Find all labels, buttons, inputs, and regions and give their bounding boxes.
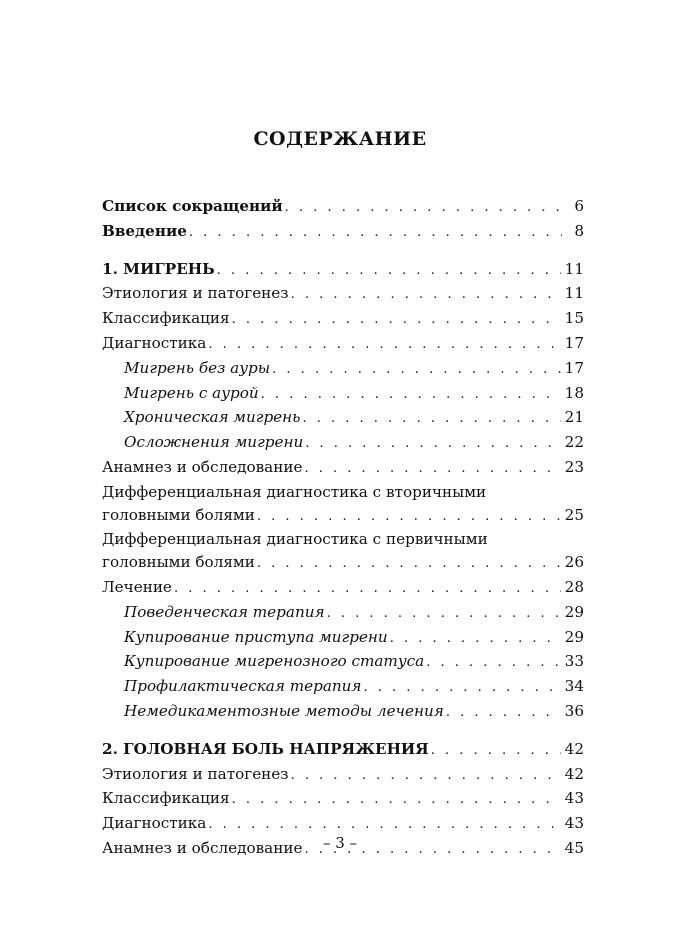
toc-entry [102, 332, 584, 357]
toc-entry-text: 2. ГОЛОВНАЯ БОЛЬ НАПРЯЖЕНИЯ [102, 739, 429, 758]
toc-entry-text: Введение [102, 221, 187, 240]
toc-entry-text: Классификация [102, 309, 230, 328]
toc-entry-text: Купирование приступа мигрени [124, 627, 388, 646]
toc-entry [102, 763, 584, 788]
toc-leader-dots [302, 408, 560, 431]
toc-page-number: 33 [564, 652, 584, 671]
toc-entry-text: Классификация [102, 789, 230, 808]
toc-entry-text: Купирование мигренозного статуса [124, 652, 425, 671]
toc-page-number: 11 [564, 259, 584, 278]
toc-chapter-tension-headache [102, 738, 584, 763]
page-number-footer: – 3 – [322, 834, 358, 852]
table-of-contents [102, 195, 584, 862]
section-gap [102, 245, 584, 258]
toc-entry [102, 456, 584, 481]
toc-leader-dots [257, 553, 561, 576]
toc-subentry [102, 650, 584, 675]
toc-subentry [102, 675, 584, 700]
toc-page-number: 22 [564, 433, 584, 452]
toc-entry [102, 307, 584, 332]
toc-entry-text: Немедикаментозные методы лечения [124, 701, 444, 720]
toc-page-number: 23 [564, 457, 584, 476]
toc-page-number: 11 [564, 284, 584, 303]
toc-entry-text: головными болями [102, 553, 255, 572]
toc-leader-dots [232, 309, 561, 332]
toc-chapter-migraine [102, 258, 584, 283]
toc-entry-text: 1. МИГРЕНЬ [102, 259, 215, 278]
toc-entry-text: Хроническая мигрень [124, 408, 301, 427]
toc-entry [102, 282, 584, 307]
toc-entry-text: Лечение [102, 577, 172, 596]
toc-subentry [102, 406, 584, 431]
toc-page-number: 29 [564, 627, 584, 646]
toc-leader-dots [431, 740, 561, 763]
toc-page-number: 8 [574, 221, 584, 240]
toc-entry-text-line1: Дифференциальная диагностика с вторичными [102, 482, 487, 501]
toc-entry [102, 551, 584, 576]
toc-page-number: 18 [564, 383, 584, 402]
toc-leader-dots [291, 765, 561, 788]
toc-leader-dots [257, 506, 561, 529]
toc-subentry [102, 431, 584, 456]
toc-page-number: 25 [564, 505, 584, 524]
toc-entry-text: Диагностика [102, 814, 207, 833]
toc-page-number: 29 [564, 602, 584, 621]
toc-subentry [102, 357, 584, 382]
toc-entry-text: Поведенческая терапия [124, 602, 325, 621]
toc-entry-abbreviations [102, 195, 584, 220]
toc-entry-text: Анамнез и обследование [102, 838, 303, 857]
toc-entry-text: Этиология и патогенез [102, 284, 289, 303]
toc-page-number: 36 [564, 701, 584, 720]
toc-leader-dots [272, 359, 561, 382]
toc-leader-dots [291, 284, 561, 307]
toc-entry-text: Анамнез и обследование [102, 457, 303, 476]
toc-leader-dots [189, 222, 562, 245]
toc-leader-dots [426, 652, 560, 675]
toc-leader-dots [305, 433, 560, 456]
toc-page-number: 15 [564, 309, 584, 328]
toc-entry-text-line1: Дифференциальная диагностика с первичными [102, 530, 488, 549]
toc-entry-text: Осложнения мигрени [124, 433, 304, 452]
toc-leader-dots [217, 260, 561, 283]
toc-page-number: 17 [564, 358, 584, 377]
toc-page-number: 42 [564, 739, 584, 758]
toc-entry-introduction [102, 220, 584, 245]
toc-entry [102, 787, 584, 812]
toc-page-number: 17 [564, 333, 584, 352]
toc-leader-dots [208, 334, 560, 357]
toc-subentry [102, 601, 584, 626]
toc-subentry [102, 382, 584, 407]
toc-leader-dots [174, 578, 561, 601]
toc-leader-dots [261, 384, 561, 407]
toc-entry-text: Этиология и патогенез [102, 764, 289, 783]
toc-page-number: 21 [564, 408, 584, 427]
toc-page-number: 6 [574, 197, 584, 215]
toc-entry-text: Список сокращений [102, 197, 283, 215]
toc-subentry [102, 626, 584, 651]
toc-entry [102, 576, 584, 601]
toc-leader-dots [327, 603, 561, 626]
section-gap [102, 725, 584, 738]
toc-leader-dots [390, 628, 561, 651]
toc-page-number: 43 [564, 814, 584, 833]
toc-page-number: 26 [564, 553, 584, 572]
toc-leader-dots [232, 789, 561, 812]
toc-leader-dots [304, 458, 560, 481]
toc-entry-text: Диагностика [102, 333, 207, 352]
toc-leader-dots [285, 197, 562, 220]
toc-leader-dots [364, 677, 561, 700]
toc-entry-text: головными болями [102, 505, 255, 524]
toc-subentry [102, 700, 584, 725]
toc-entry-text: Мигрень с аурой [124, 383, 259, 402]
toc-leader-dots [446, 702, 561, 725]
toc-page-number: 42 [564, 764, 584, 783]
toc-entry-text: Профилактическая терапия [124, 677, 362, 696]
toc-page-number: 34 [564, 677, 584, 696]
toc-page-number: 43 [564, 789, 584, 808]
toc-entry [102, 504, 584, 529]
toc-page-number: 45 [564, 838, 584, 857]
toc-entry-text: Мигрень без ауры [124, 358, 271, 377]
toc-page-number: 28 [564, 577, 584, 596]
page-title: СОДЕРЖАНИЕ [253, 128, 427, 150]
